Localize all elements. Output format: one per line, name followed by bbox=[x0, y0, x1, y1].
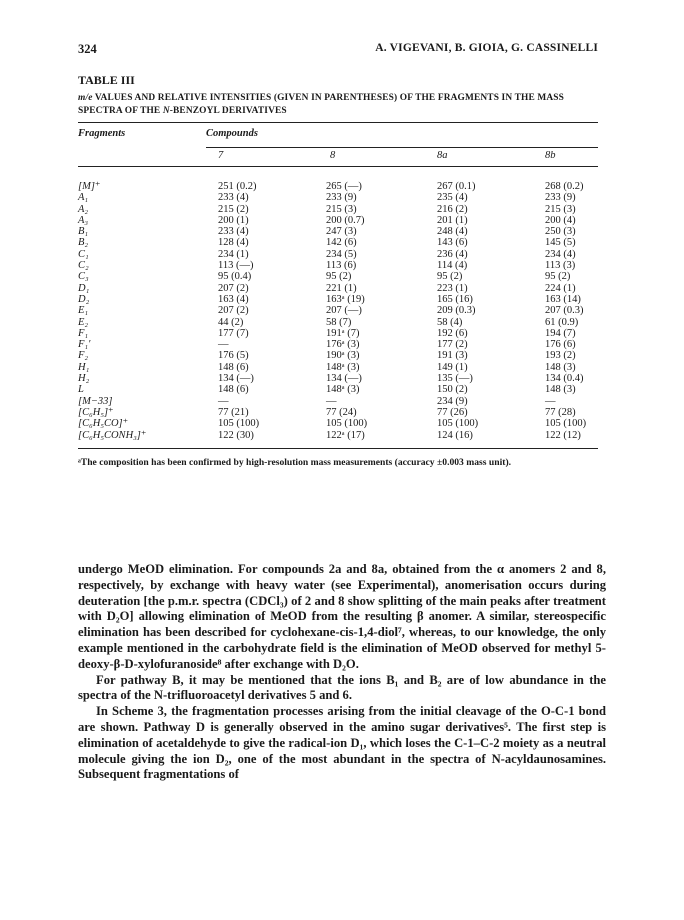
page bbox=[78, 42, 598, 469]
fragment-label: C₁ bbox=[78, 248, 89, 260]
fragment-label: [M]⁺ bbox=[78, 181, 101, 192]
table-row bbox=[78, 407, 598, 418]
cell-value: 177 (7) bbox=[218, 327, 249, 339]
cell-value: 216 (2) bbox=[437, 203, 468, 215]
cell-value: 134 (—) bbox=[218, 373, 254, 385]
table-row bbox=[78, 396, 598, 407]
fragment-label: L bbox=[78, 384, 84, 396]
page-number: 324 bbox=[78, 42, 97, 56]
cell-value: 193 (2) bbox=[545, 350, 576, 362]
cell-value: 234 (9) bbox=[437, 395, 468, 407]
compound-id: 7 bbox=[218, 150, 224, 161]
table-row bbox=[78, 430, 598, 441]
fragment-label: F₁ bbox=[78, 327, 89, 339]
body-text bbox=[78, 562, 606, 783]
cell-value: 207 (0.3) bbox=[545, 305, 584, 317]
caption-text: VALUES AND RELATIVE INTENSITIES (GIVEN IN PARENTHESES) OF THE FRAGMENTS IN THE MASS SPECTRA OF THE bbox=[78, 93, 564, 116]
cell-value: 77 (28) bbox=[545, 406, 576, 418]
cell-value: — bbox=[545, 395, 556, 407]
table-row bbox=[78, 305, 598, 316]
cell-value: 265 (—) bbox=[326, 181, 362, 192]
fragment-label: [C₆H₅CO]⁺ bbox=[78, 418, 129, 430]
running-head-authors: A. VIGEVANI, B. GIOIA, G. CASSINELLI bbox=[375, 42, 598, 54]
cell-value: 134 (0.4) bbox=[545, 373, 584, 385]
paragraph: undergo MeOD elimination. For compounds 2a and 8a, obtained from the α anomers 2 and 8, respectively, by exchange with heavy water (see Experimental), anomerisation occurs during deuteration [the p.m.r. spectra (CDCl₃) of 2 and 8 show splitting of the main peaks after treatment with D₂O] allowing elimination of MeOD from the resulting β anomer. A similar, stereospecific elimination has been described for cyclohexane-cis-1,4-diol⁷, whereas, to our knowledge, the only example mentioned in the carbohydrate field is the elimination of MeOD observed for methyl 5-deoxy-β-D-xylofuranoside⁸ after exchange with D₂O. bbox=[78, 562, 606, 671]
header-compounds: Compounds bbox=[206, 128, 258, 139]
cell-value: 233 (4) bbox=[218, 226, 249, 238]
table-row bbox=[78, 328, 598, 339]
cell-value: 200 (4) bbox=[545, 214, 576, 226]
cell-value: 148 (6) bbox=[218, 384, 249, 396]
table-row bbox=[78, 181, 598, 192]
cell-value: 250 (3) bbox=[545, 226, 576, 238]
table-title: TABLE III bbox=[78, 73, 135, 87]
cell-value: 176 (5) bbox=[218, 350, 249, 362]
cell-value: 58 (7) bbox=[326, 316, 352, 328]
header-fragments: Fragments bbox=[78, 128, 126, 139]
cell-value: 176ᵃ (3) bbox=[326, 339, 360, 351]
cell-value: 135 (—) bbox=[437, 373, 473, 385]
table-footnote: ᵃThe composition has been confirmed by high-resolution mass measurements (accuracy ±0.003 mass unit). bbox=[78, 456, 512, 468]
cell-value: 177 (2) bbox=[437, 339, 468, 351]
table-row bbox=[78, 294, 598, 305]
cell-value: 122 (30) bbox=[218, 429, 254, 441]
cell-value: 163 (4) bbox=[218, 293, 249, 305]
cell-value: 105 (100) bbox=[545, 418, 587, 430]
fragment-label: [M−33] bbox=[78, 395, 113, 407]
table-row bbox=[78, 249, 598, 260]
compound-id: 8 bbox=[330, 150, 336, 161]
cell-value: 149 (1) bbox=[437, 361, 468, 373]
table-caption bbox=[78, 92, 598, 117]
cell-value: 148 (6) bbox=[218, 361, 249, 373]
table-top-rule bbox=[78, 122, 598, 123]
cell-value: 234 (1) bbox=[218, 248, 249, 260]
cell-value: 251 (0.2) bbox=[218, 181, 257, 192]
cell-value: 233 (9) bbox=[545, 192, 576, 204]
table-row bbox=[78, 418, 598, 429]
cell-value: 215 (3) bbox=[326, 203, 357, 215]
cell-value: 267 (0.1) bbox=[437, 181, 476, 192]
caption-n: N bbox=[162, 105, 170, 116]
cell-value: 190ᵃ (3) bbox=[326, 350, 360, 362]
cell-value: 176 (6) bbox=[545, 339, 576, 351]
cell-value: 105 (100) bbox=[218, 418, 260, 430]
cell-value: 191 (3) bbox=[437, 350, 468, 362]
cell-value: 207 (2) bbox=[218, 305, 249, 317]
fragment-label: D₁ bbox=[78, 282, 90, 294]
cell-value: — bbox=[218, 395, 229, 407]
cell-value: 163ᵃ (19) bbox=[326, 293, 365, 305]
cell-value: 142 (6) bbox=[326, 237, 357, 249]
compound-id: 8a bbox=[437, 150, 448, 161]
cell-value: 192 (6) bbox=[437, 327, 468, 339]
cell-value: 235 (4) bbox=[437, 192, 468, 204]
table-row bbox=[78, 362, 598, 373]
cell-value: 224 (1) bbox=[545, 282, 576, 294]
table-header bbox=[78, 125, 598, 144]
table-row bbox=[78, 339, 598, 350]
fragment-label: B₂ bbox=[78, 237, 89, 249]
cell-value: 234 (4) bbox=[545, 248, 576, 260]
table-row bbox=[78, 317, 598, 328]
cell-value: 61 (0.9) bbox=[545, 316, 579, 328]
table-row bbox=[78, 350, 598, 361]
cell-value: 200 (0.7) bbox=[326, 214, 365, 226]
cell-value: 223 (1) bbox=[437, 282, 468, 294]
cell-value: 163 (14) bbox=[545, 293, 581, 305]
caption-text-end: -BENZOYL DERIVATIVES bbox=[169, 105, 287, 116]
compound-id: 8b bbox=[545, 150, 556, 161]
cell-value: 236 (4) bbox=[437, 248, 468, 260]
cell-value: 207 (2) bbox=[218, 282, 249, 294]
cell-value: 215 (3) bbox=[545, 203, 576, 215]
fragment-label: E₂ bbox=[78, 316, 89, 328]
cell-value: 114 (4) bbox=[437, 260, 468, 272]
fragment-label: C₃ bbox=[78, 271, 89, 283]
cell-value: 124 (16) bbox=[437, 429, 473, 441]
cell-value: — bbox=[326, 395, 337, 407]
cell-value: 194 (7) bbox=[545, 327, 576, 339]
cell-value: 248 (4) bbox=[437, 226, 468, 238]
fragment-label: H₂ bbox=[78, 373, 90, 385]
table-bottom-rule bbox=[78, 448, 598, 449]
cell-value: 191ᵃ (7) bbox=[326, 327, 360, 339]
table-row bbox=[78, 215, 598, 226]
cell-value: 113 (6) bbox=[326, 260, 357, 272]
cell-value: 95 (2) bbox=[326, 271, 352, 283]
table-row bbox=[78, 260, 598, 271]
cell-value: 128 (4) bbox=[218, 237, 249, 249]
table-row bbox=[78, 271, 598, 282]
fragment-label: F₂ bbox=[78, 350, 89, 362]
fragment-label: E₁ bbox=[78, 305, 89, 317]
cell-value: 215 (2) bbox=[218, 203, 249, 215]
paragraph: For pathway B, it may be mentioned that the ions B₁ and B₂ are of low abundance in the spectra of the N-trifluoroacetyl derivatives 5 and 6. bbox=[78, 672, 606, 703]
table-row bbox=[78, 204, 598, 215]
fragment-label: F₁′ bbox=[78, 339, 91, 351]
table-body bbox=[78, 181, 598, 441]
cell-value: 209 (0.3) bbox=[437, 305, 476, 317]
cell-value: 77 (24) bbox=[326, 406, 357, 418]
cell-value: 95 (2) bbox=[437, 271, 463, 283]
table-row bbox=[78, 373, 598, 384]
table-row bbox=[78, 226, 598, 237]
cell-value: 143 (6) bbox=[437, 237, 468, 249]
cell-value: 95 (0.4) bbox=[218, 271, 252, 283]
fragment-label: [C₆H₅]⁺ bbox=[78, 406, 114, 418]
cell-value: 145 (5) bbox=[545, 237, 576, 249]
cell-value: 105 (100) bbox=[326, 418, 368, 430]
fragment-label: A₁ bbox=[78, 192, 89, 204]
running-head bbox=[78, 42, 598, 60]
cell-value: 134 (—) bbox=[326, 373, 362, 385]
fragment-label: D₂ bbox=[78, 293, 90, 305]
fragment-label: C₂ bbox=[78, 260, 89, 272]
compound-id-row bbox=[78, 144, 598, 166]
cell-value: 201 (1) bbox=[437, 214, 468, 226]
cell-value: 148 (3) bbox=[545, 361, 576, 373]
cell-value: 113 (3) bbox=[545, 260, 576, 272]
table-row bbox=[78, 283, 598, 294]
cell-value: 233 (9) bbox=[326, 192, 357, 204]
cell-value: 122 (12) bbox=[545, 429, 581, 441]
cell-value: 77 (21) bbox=[218, 406, 249, 418]
cell-value: 148ᵃ (3) bbox=[326, 384, 360, 396]
cell-value: — bbox=[218, 339, 229, 351]
cell-value: 122ᵃ (17) bbox=[326, 429, 365, 441]
cell-value: 148ᵃ (3) bbox=[326, 361, 360, 373]
cell-value: 165 (16) bbox=[437, 293, 473, 305]
cell-value: 58 (4) bbox=[437, 316, 463, 328]
fragment-label: A₃ bbox=[78, 214, 89, 226]
cell-value: 268 (0.2) bbox=[545, 181, 584, 192]
cell-value: 221 (1) bbox=[326, 282, 357, 294]
cell-value: 148 (3) bbox=[545, 384, 576, 396]
fragment-label: B₁ bbox=[78, 226, 89, 238]
cell-value: 150 (2) bbox=[437, 384, 468, 396]
table-row bbox=[78, 192, 598, 203]
table-row bbox=[78, 384, 598, 395]
cell-value: 44 (2) bbox=[218, 316, 244, 328]
cell-value: 233 (4) bbox=[218, 192, 249, 204]
cell-value: 77 (26) bbox=[437, 406, 468, 418]
cell-value: 113 (—) bbox=[218, 260, 254, 272]
cell-value: 207 (—) bbox=[326, 305, 362, 317]
header-bottom-rule bbox=[78, 166, 598, 167]
fragment-label: A₂ bbox=[78, 203, 89, 215]
cell-value: 234 (5) bbox=[326, 248, 357, 260]
paragraph: In Scheme 3, the fragmentation processes arising from the initial cleavage of the O-C-1 bond are shown. Pathway D is generally observed in the amino sugar derivatives⁵. The first step is elimination of acetaldehyde to give the radical-ion D₁, which loses the C-1–C-2 moiety as a neutral molecule giving the ion D₂, one of the most abundant in the spectra of N-acyldaunosamines. Subsequent fragmentations of bbox=[78, 704, 606, 782]
table-row bbox=[78, 237, 598, 248]
fragment-label: H₁ bbox=[78, 361, 90, 373]
cell-value: 200 (1) bbox=[218, 214, 249, 226]
cell-value: 247 (3) bbox=[326, 226, 357, 238]
fragment-label: [C₆H₅CONH₃]⁺ bbox=[78, 429, 147, 441]
caption-me: m/e bbox=[78, 93, 93, 103]
cell-value: 105 (100) bbox=[437, 418, 479, 430]
cell-value: 95 (2) bbox=[545, 271, 571, 283]
